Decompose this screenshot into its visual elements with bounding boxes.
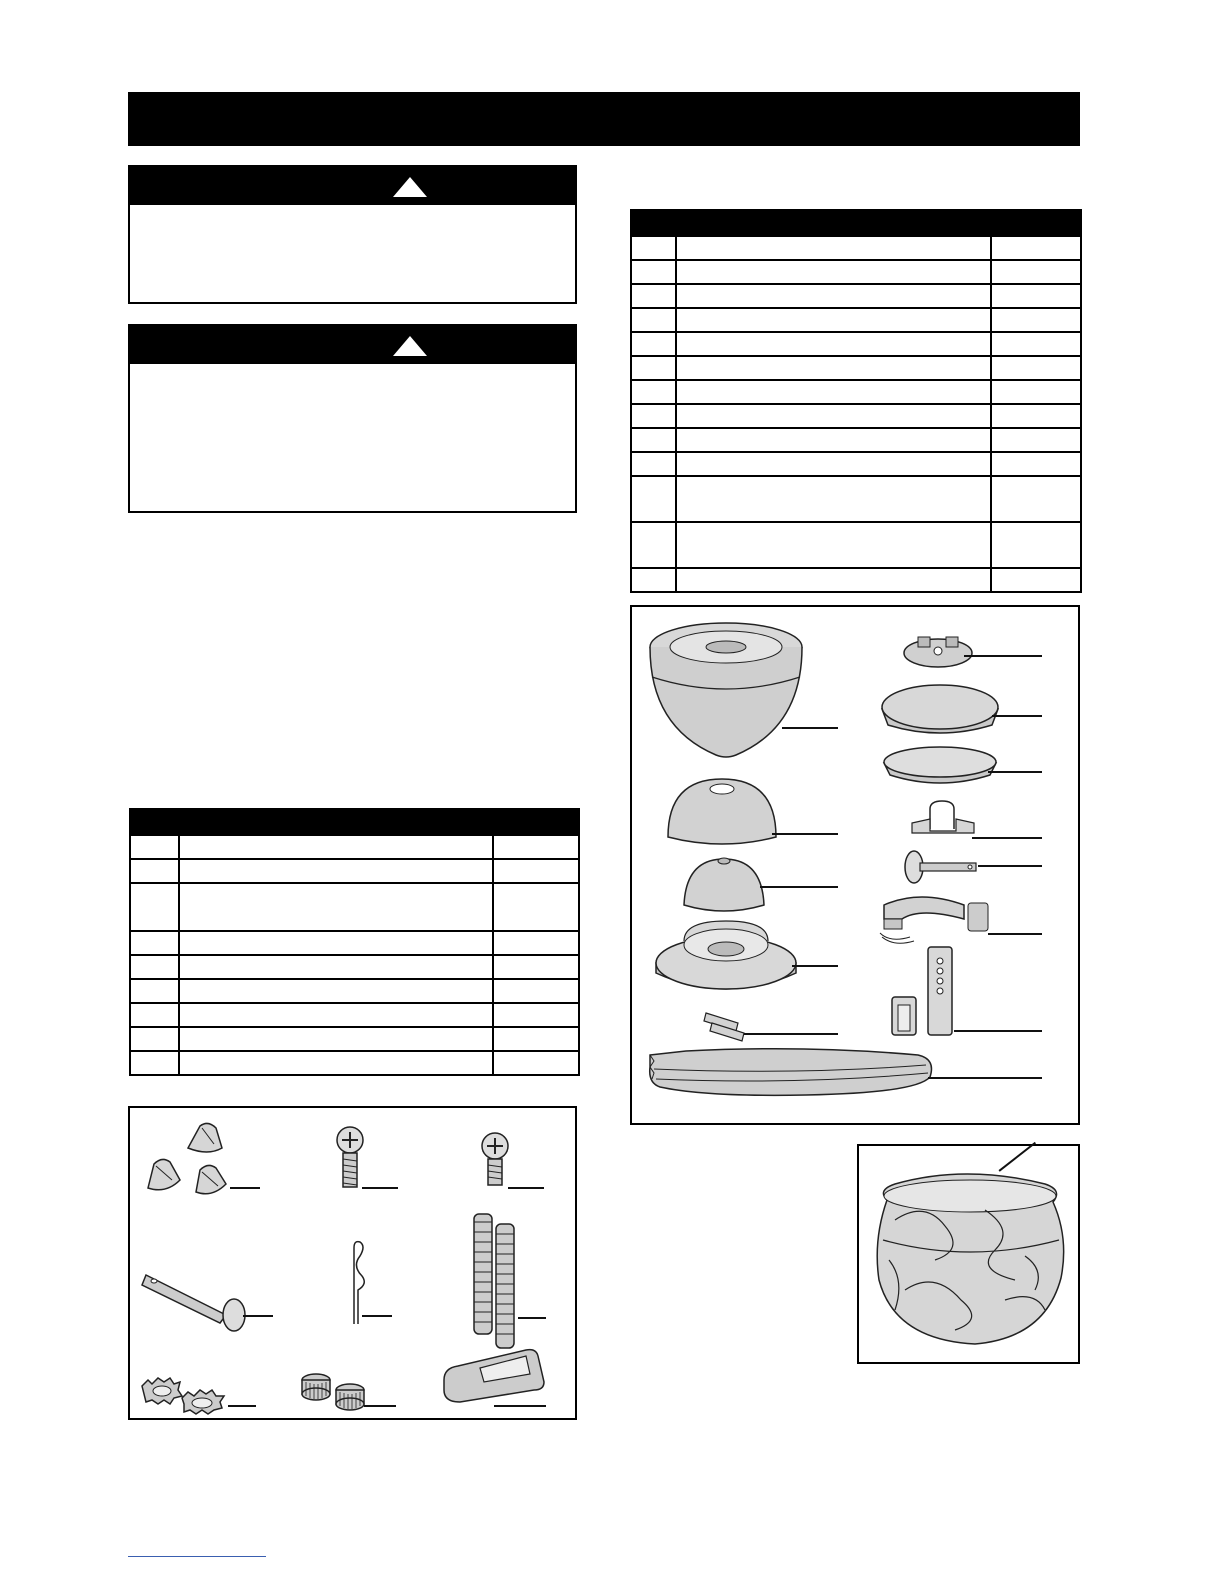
leader-line <box>518 1317 546 1319</box>
switch-housing-icon <box>654 915 798 997</box>
table-row <box>631 428 1081 452</box>
remote-control-icon <box>890 945 960 1037</box>
leader-line <box>978 865 1042 867</box>
warning-header <box>130 326 575 364</box>
leader-line <box>928 1077 1042 1079</box>
table-row <box>631 236 1081 260</box>
canopy-icon <box>666 775 778 847</box>
col-part <box>130 809 179 835</box>
warning-box <box>128 165 577 304</box>
wire-connectors-icon <box>138 1118 248 1203</box>
leader-line <box>508 1187 544 1189</box>
leader-line <box>782 727 838 729</box>
blade-screw-icon <box>330 1126 370 1196</box>
warning-triangle-icon <box>393 177 427 197</box>
balancing-kit-icon <box>440 1346 550 1406</box>
table-row <box>130 931 579 955</box>
leader-line <box>988 933 1042 935</box>
table-row <box>130 883 579 931</box>
table-row <box>130 1051 579 1075</box>
leader-line <box>760 886 838 888</box>
package-contents-table <box>630 209 1082 593</box>
leader-line <box>364 1405 396 1407</box>
leader-line <box>972 837 1042 839</box>
leader-line <box>772 833 838 835</box>
table-row <box>631 452 1081 476</box>
table-row <box>130 955 579 979</box>
table-row <box>631 380 1081 404</box>
downrod-pin-icon <box>902 847 980 887</box>
table-row <box>631 332 1081 356</box>
table-row <box>130 1027 579 1051</box>
leader-line <box>954 1030 1042 1032</box>
table-header-row <box>631 210 1081 236</box>
knurled-nuts-icon <box>300 1370 370 1415</box>
table-row <box>631 404 1081 428</box>
table-row <box>631 356 1081 380</box>
table-header-row <box>130 809 579 835</box>
col-description <box>676 210 991 236</box>
table-row <box>130 979 579 1003</box>
table-row <box>631 260 1081 284</box>
leader-line <box>228 1405 256 1407</box>
hardware-illustration <box>128 1106 577 1420</box>
table-row <box>631 476 1081 522</box>
warning-box <box>128 324 577 513</box>
leader-line <box>964 655 1042 657</box>
package-contents-illustration <box>630 605 1080 1125</box>
bracket-screw-icon <box>475 1132 515 1192</box>
table-row <box>631 568 1081 592</box>
leader-line <box>494 1405 546 1407</box>
protective-bag-illustration <box>857 1144 1080 1364</box>
table-row <box>631 308 1081 332</box>
warning-triangle-icon <box>393 336 427 356</box>
switch-cup-cover-icon <box>682 853 766 911</box>
top-canopy-icon <box>880 681 1000 739</box>
leader-line <box>230 1187 260 1189</box>
footer-link[interactable] <box>128 1556 266 1557</box>
receiver-icon <box>880 893 990 953</box>
page-title-bar <box>128 92 1080 146</box>
col-description <box>179 809 493 835</box>
table-row <box>130 1003 579 1027</box>
ball-hanger-icon <box>908 799 978 839</box>
table-row <box>631 284 1081 308</box>
motor-housing-icon <box>646 617 806 762</box>
col-part <box>631 210 676 236</box>
table-row <box>130 835 579 859</box>
bottom-canopy-icon <box>882 745 998 789</box>
col-quantity <box>991 210 1081 236</box>
hardware-table <box>129 808 580 1076</box>
leader-line <box>988 771 1042 773</box>
fan-blades-icon <box>646 1047 936 1099</box>
leader-line <box>744 1033 838 1035</box>
spare-screws-icon <box>470 1208 530 1353</box>
protective-bag-icon <box>865 1160 1075 1350</box>
mounting-plate-icon <box>900 629 976 669</box>
leader-line <box>792 965 838 967</box>
leader-line <box>362 1315 392 1317</box>
leader-line <box>992 715 1042 717</box>
clevis-pin-icon <box>140 1263 250 1333</box>
leader-line <box>362 1187 398 1189</box>
lock-washers-icon <box>138 1368 228 1413</box>
leader-line <box>243 1315 273 1317</box>
table-row <box>631 522 1081 568</box>
table-row <box>130 859 579 883</box>
warning-header <box>130 167 575 205</box>
col-quantity <box>493 809 579 835</box>
batteries-icon <box>702 1007 752 1041</box>
